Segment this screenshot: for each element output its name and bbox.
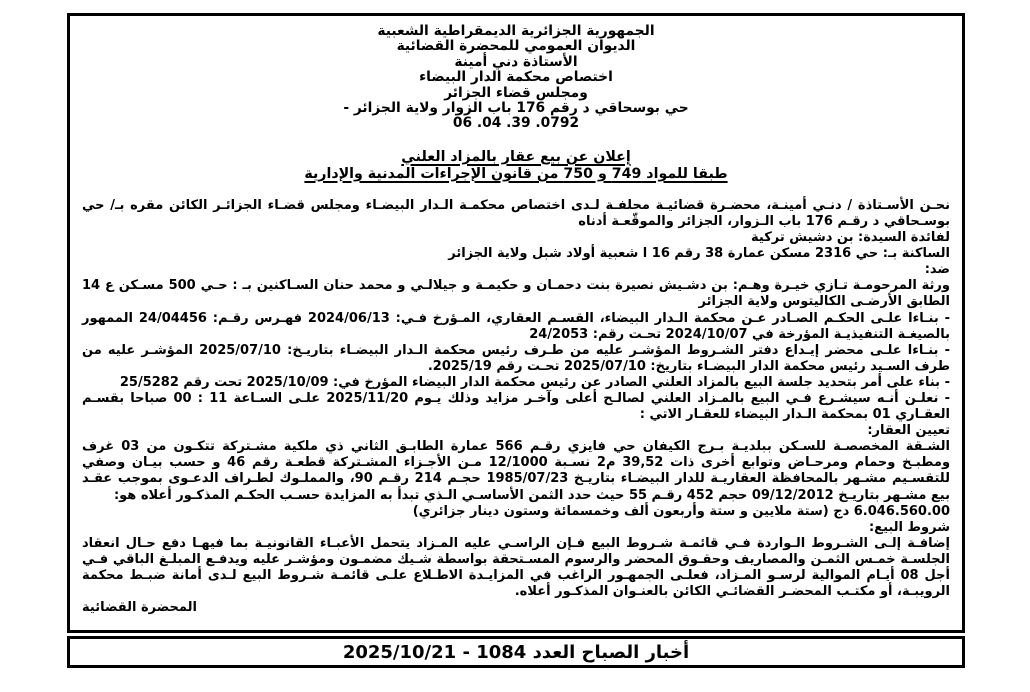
paragraph-beneficiary-address: الساكنة بـ: حي 2316 مسكن عمارة 38 رقم 16 ا شعبية أولاد شبل ولاية الجزائر	[448, 246, 950, 262]
paragraph-session-order: - بناء على أمر بتحديد جلسة البيع بالمزاد العلني الصادر عن رئيس محكمة الدار البيضاء المؤرخ في: 2025/10/09 تحت رقم 25/5282	[119, 374, 950, 390]
paragraph-starting-price: 6.046.560.00 دج (ستة ملايين و ستة وأربعون ألف وخمسمائة وستون دينار جزائري)	[412, 503, 950, 519]
paragraph-sale-terms-label: شروط البيع:	[868, 519, 950, 535]
announcement-box	[67, 13, 965, 633]
paragraph-sale-terms: إضافـة إلـى الشـروط الـواردة فـي قائمـة شـروط البيع فـإن الراسـي عليه المـزاد يتحمل الأعبـاء القانونيـة بما فيهـا دفع حـال انعقاد الجلسـة خمـس الثمـن والمصاريف وحقـوق المحضر والرسوم المسـتحقة بواسطة شـيك مضمـون ومؤشـر عليه ويدفـع المبلـغ الباقي فـي أجل 08 أيـام الموالية لرسـو المـزاد، فعلـى الجمهـور الراغب في المزايـدة الاطـلاع علـى قائمـة شـروط البيع لـدى أمانة ضبـط محكمة الرويبـة، أو مكتـب المحضـر القضائـي الكائن بالعنـوان المذكـور أعلاه.	[82, 535, 950, 600]
paragraph-property-description: الشـقة المخصصـة للسـكن ببلديـة بـرج الكيفان حي فايزي رقـم 566 عمارة الطابـق الثاني ذي ملكية مشـتركة تتكـون من 03 غرف ومطبـخ وحمام ومرحـاض وتوابع أخرى ذات 39,52 م2 نسـبة 12/1000 مـن الأجـزاء المشـتركة قطعـة رقم 46 و حسب بيـان وصفي للتقسـيم مشـهر بالمحافظة العقاريـة للدار البيضـاء بتاريـخ 1985/07/23 حجـم 214 رقـم 90، والمملـوك لطـراف الدعـوى بموجب عقـد بيع مشـهر بتاريـخ 09/12/2012 حجم 452 رقـم 55 حيث حدد الثمن الأساسـي الـذي تبدأ به المزايدة حسـب الحكـم المذكـور أعلاه هو:	[82, 439, 951, 503]
paragraph-beneficiary: لفائدة السيدة: بن دشيش تركية	[751, 230, 950, 246]
phone-number: 06 .04 .39 .0792	[452, 115, 580, 132]
newspaper-footer	[67, 636, 965, 668]
signature: المحضرة القضائية	[82, 600, 197, 616]
court-jurisdiction: اختصاص محكمة الدار البيضاء	[419, 69, 613, 86]
title-line-1: إعلان عن بيع عقار بالمزاد العلني	[401, 148, 631, 165]
office-name: الديوان العمومي للمحضرة القضائية	[396, 38, 636, 55]
bailiff-name: الأستاذة دني أمينة	[454, 53, 578, 70]
footer-text: أخبار الصباح العدد 1084 - 2025/10/21	[342, 641, 690, 663]
paragraph-bailiff-intro: نحـن الأسـتاذة / دنـي أمينـة، محضـرة قضائيـة محلفـة لـدى اختصاص محكمـة الـدار البيضـاء ومجلس قضـاء الجزائـر الكائن مقره بـ/ حي بوسـحاقي د رقـم 176 باب الـزوار، الجزائر والموقّعـة أدناه	[82, 197, 950, 229]
judicial-council: ومجلس قضاء الجزائر	[444, 84, 588, 101]
paragraph-property-label: تعيين العقار:	[867, 423, 950, 439]
paragraph-deposit-report: - بنـاءا علـى محضر إيـداع دفتر الشـروط المؤشـر عليه من طـرف رئيس محكمة الـدار البيضـاء بتاريـخ: 2025/07/10 المؤشـر عليه من طرف السـيد رئيس محكمة الدار البيضـاء بتاريخ: 2025/07/10 تحـت رقم 2025/19.	[82, 342, 950, 374]
republic-title: الجمهورية الجزائرية الديمقراطية الشعبية	[377, 23, 655, 39]
paragraph-defendants: ورثة المرحومـة تـازي خيـرة وهـم: بن دشـيش نصيرة بنت دحمـان و حكيمـة و جيلالـي و محمد حنان السـاكنين بـ : حـي 500 مسـكن ع 14 الطابق الأرضـى الكاليتوس ولاية الجزائر	[82, 278, 950, 310]
office-address: حي بوسحاقي د رقم 176 باب الزوار ولاية الجزائر -	[343, 100, 689, 117]
title-line-2: طبقا للمواد 749 و 750 من قانون الإجراءات المدنية والإدارية	[304, 165, 728, 182]
paragraph-against-label: ضد:	[924, 262, 950, 278]
announcement-title	[82, 149, 950, 183]
paragraph-auction-announcement: - نعلـن أنـه سيشـرع فـي البيع بالمـزاد العلني لصالـح أعلى وآخـر مزايد وذلك يـوم 2025/11/20 علـى السـاعة 11 : 00 صباحا بقسـم العقـاري 01 بمحكمة الـدار البيضاء للعقـار الاتي :	[82, 390, 950, 423]
announcement-body	[82, 198, 950, 616]
office-header	[82, 24, 950, 132]
paragraph-judgment-reference: - بنـاءا علـى الحكـم الصـادر عـن محكمة الـدار البيضاء، القسـم العقاري، المـؤرخ فـي: 2024/06/13 فهـرس رقـم: 24/04456 الممهور بالصيغـة التنفيذيـة المؤرخة في 2024/10/07 تحـت رقم: 24/2053	[82, 310, 950, 342]
